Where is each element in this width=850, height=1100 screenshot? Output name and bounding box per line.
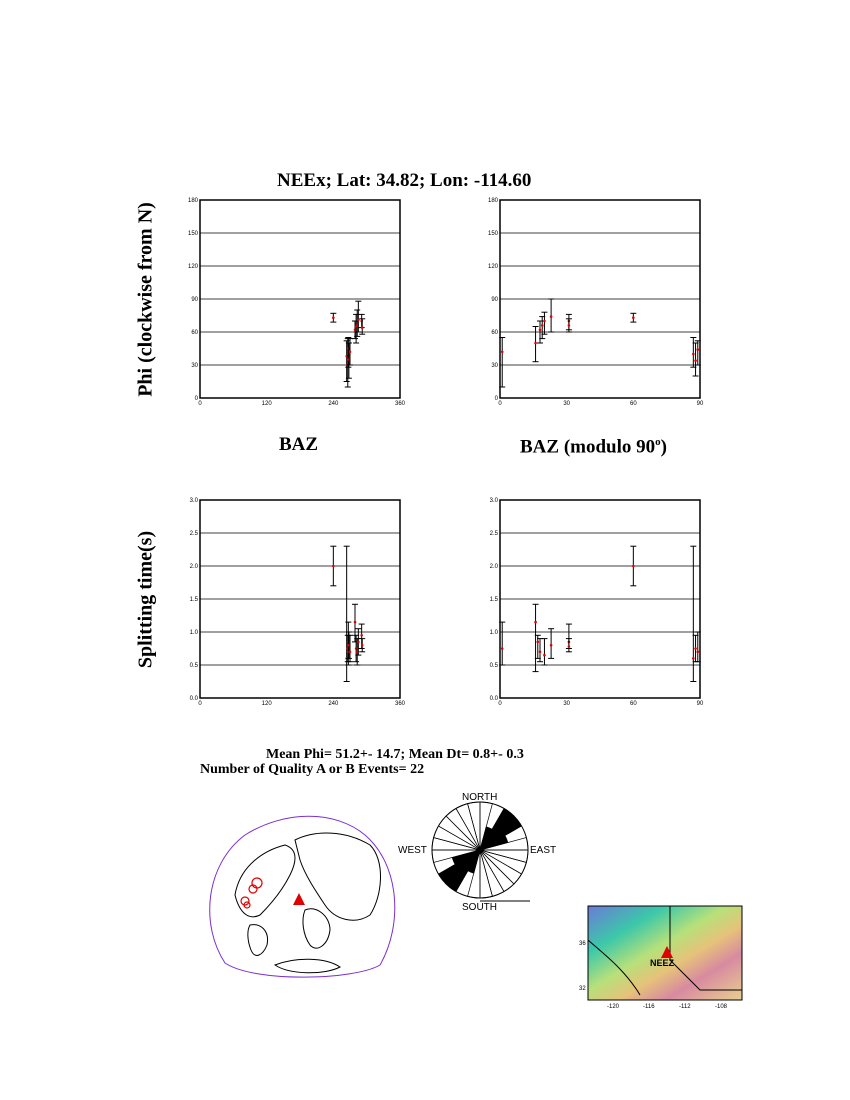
dt-baz-plot <box>185 493 415 705</box>
x-tick-label: 120 <box>261 701 272 705</box>
rose-sector <box>480 850 492 898</box>
y-tick-label: 3.0 <box>489 498 498 504</box>
lat-tick-36: 36 <box>579 941 586 947</box>
point-marker <box>501 647 504 650</box>
x-tick-label: 240 <box>328 401 339 405</box>
y-tick-label: 90 <box>191 297 198 303</box>
dt-baz-mod90-plot <box>485 493 715 705</box>
y-tick-label: 2.0 <box>189 564 198 570</box>
event-count: Number of Quality A or B Events= 22 <box>200 762 425 777</box>
rose-west-label: WEST <box>398 845 427 856</box>
y-tick-label: 1.0 <box>189 630 198 636</box>
y-tick-label: 180 <box>187 198 198 204</box>
y-tick-label: 0 <box>494 396 498 402</box>
point-marker <box>361 326 364 329</box>
point-marker <box>543 654 546 657</box>
phi-axis-label: Phi (clockwise from N) <box>134 202 157 397</box>
y-tick-label: 2.0 <box>489 564 498 570</box>
eurasia-shape <box>295 833 381 920</box>
event-cluster-3 <box>241 897 249 905</box>
y-tick-label: 3.0 <box>189 498 198 504</box>
x-tick-label: 0 <box>498 701 502 705</box>
x-tick-label: 0 <box>198 701 202 705</box>
y-tick-label: 30 <box>491 363 498 369</box>
station-marker-icon <box>293 893 305 905</box>
rose-east-label: EAST <box>530 845 557 856</box>
x-tick-label: 120 <box>261 401 272 405</box>
point-marker <box>360 634 363 637</box>
rose-sector <box>446 808 480 850</box>
x-tick-label: 240 <box>328 701 339 705</box>
data-point <box>566 639 572 652</box>
y-tick-label: 2.5 <box>189 531 198 537</box>
point-marker <box>534 621 537 624</box>
point-marker <box>632 316 635 319</box>
rose-sector <box>438 816 480 850</box>
africa-shape <box>303 909 330 948</box>
y-tick-label: 0.5 <box>489 663 498 669</box>
point-marker <box>349 651 352 654</box>
point-marker <box>568 324 571 327</box>
x-tick-label: 60 <box>629 401 637 405</box>
point-marker <box>692 353 695 356</box>
x-tick-label: 0 <box>498 401 502 405</box>
rose-sector <box>480 850 522 884</box>
lon-tick-112: -112 <box>679 1004 691 1010</box>
y-tick-label: 150 <box>187 231 198 237</box>
point-marker <box>694 359 697 362</box>
x-tick-label: 360 <box>394 701 406 705</box>
rose-south-label: SOUTH <box>462 902 497 913</box>
point-marker <box>332 565 335 568</box>
x-tick-label: 90 <box>696 401 704 405</box>
data-point <box>359 314 365 327</box>
data-point <box>630 313 636 322</box>
point-marker <box>696 348 699 351</box>
point-marker <box>539 651 542 654</box>
y-tick-label: 0.0 <box>189 696 198 702</box>
y-tick-label: 120 <box>187 264 198 270</box>
x-tick-label: 0 <box>198 401 202 405</box>
phi-baz-plot <box>185 193 415 405</box>
point-marker <box>501 351 504 354</box>
y-tick-label: 0.0 <box>489 696 498 702</box>
phi-baz-mod90-plot <box>485 193 715 405</box>
point-marker <box>632 565 635 568</box>
antarctica-shape <box>275 959 340 973</box>
point-marker <box>692 657 695 660</box>
point-marker <box>349 351 352 354</box>
globe-map <box>205 805 400 985</box>
y-tick-label: 60 <box>491 330 498 336</box>
lon-tick-120: -120 <box>607 1004 620 1010</box>
x-tick-label: 360 <box>394 401 406 405</box>
point-marker <box>568 645 571 648</box>
x-tick-label: 30 <box>563 701 571 705</box>
lon-tick-116: -116 <box>643 1004 655 1010</box>
point-marker <box>539 329 542 332</box>
y-tick-label: 120 <box>487 264 498 270</box>
globe-outline <box>210 816 395 977</box>
x-tick-label: 60 <box>629 701 637 705</box>
lat-tick-32: 32 <box>579 986 586 992</box>
rose-north-label: NORTH <box>462 792 498 803</box>
point-marker <box>543 320 546 323</box>
baz-axis-label: BAZ <box>279 434 319 455</box>
point-marker <box>536 641 539 644</box>
point-marker <box>534 342 537 345</box>
rose-sector <box>468 802 480 850</box>
event-cluster-1 <box>252 878 262 888</box>
y-tick-label: 1.5 <box>189 597 198 603</box>
point-marker <box>332 316 335 319</box>
station-label: NEEZ <box>650 958 675 968</box>
page-title: NEEx; Lat: 34.82; Lon: -114.60 <box>277 170 532 191</box>
rose-sector <box>480 850 514 892</box>
degree-sup: o <box>655 436 661 448</box>
data-point <box>548 629 554 659</box>
regional-map <box>575 900 750 1012</box>
mean-stats: Mean Phi= 51.2+- 14.7; Mean Dt= 0.8+- 0.3 <box>266 747 524 762</box>
point-marker <box>541 324 544 327</box>
x-tick-label: 90 <box>696 701 704 705</box>
lon-tick-108: -108 <box>715 1004 728 1010</box>
y-tick-label: 150 <box>487 231 498 237</box>
data-point <box>330 313 336 322</box>
point-marker <box>696 651 699 654</box>
x-tick-label: 30 <box>563 401 571 405</box>
baz-mod-close: ) <box>660 436 667 458</box>
baz-mod-text: BAZ (modulo 90 <box>520 436 656 458</box>
point-marker <box>550 644 553 647</box>
y-tick-label: 0.5 <box>189 663 198 669</box>
south-america-shape <box>248 925 268 956</box>
y-tick-label: 2.5 <box>489 531 498 537</box>
point-marker <box>354 621 357 624</box>
y-tick-label: 1.5 <box>489 597 498 603</box>
y-tick-label: 180 <box>487 198 498 204</box>
y-tick-label: 30 <box>191 363 198 369</box>
y-tick-label: 90 <box>491 297 498 303</box>
baz-mod-axis-label <box>520 436 667 458</box>
point-marker <box>357 641 360 644</box>
y-tick-label: 0 <box>194 396 198 402</box>
point-marker <box>550 315 553 318</box>
data-point <box>359 639 365 652</box>
point-marker <box>361 644 364 647</box>
rose-diagram <box>395 790 565 915</box>
data-point <box>541 639 547 665</box>
y-tick-label: 1.0 <box>489 630 498 636</box>
dt-axis-label: Splitting time(s) <box>134 530 157 669</box>
data-point <box>352 604 358 642</box>
data-point <box>548 299 554 332</box>
point-marker <box>694 647 697 650</box>
y-tick-label: 60 <box>191 330 198 336</box>
